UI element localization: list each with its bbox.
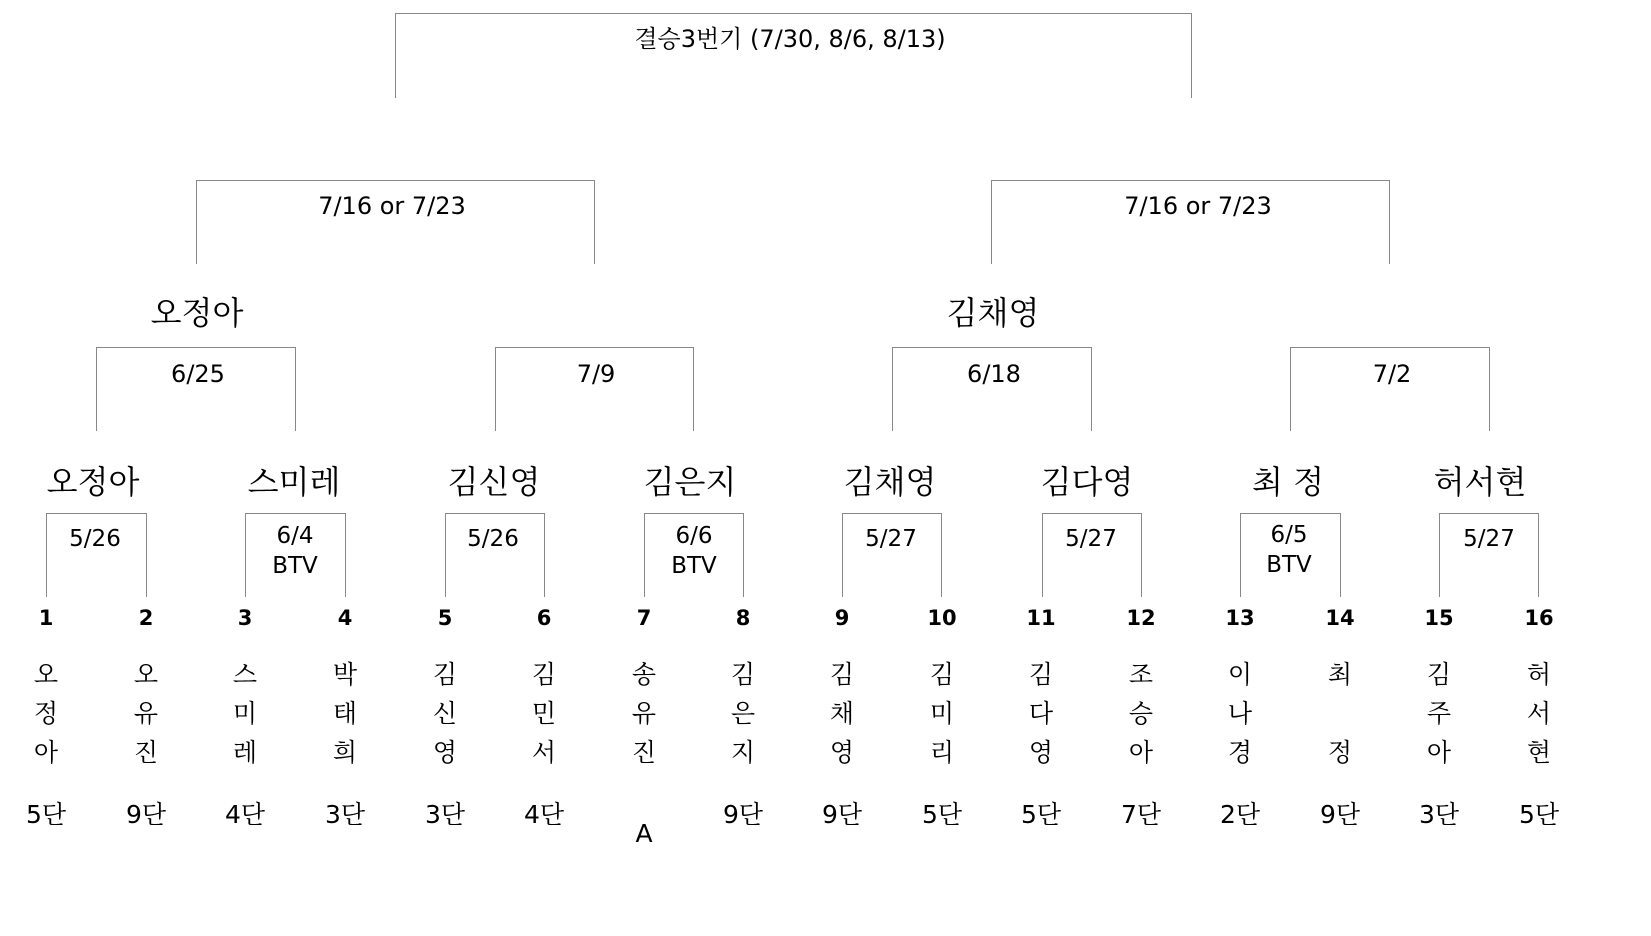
seed-number: 5: [437, 606, 453, 630]
player-rank: 9단: [1319, 800, 1361, 829]
seed-number: 12: [1126, 606, 1156, 630]
round16-date: 6/6 BTV: [671, 523, 717, 579]
semifinal-date: 7/16 or 7/23: [318, 192, 466, 220]
player-rank: 9단: [821, 800, 863, 829]
final-label: 결승3번기 (7/30, 8/6, 8/13): [634, 25, 946, 53]
player-rank: 5단: [25, 800, 67, 829]
quarterfinal-date: 7/2: [1372, 360, 1412, 388]
seed-number: 16: [1524, 606, 1554, 630]
player-rank: 5단: [1518, 800, 1560, 829]
player-rank: 7단: [1120, 800, 1162, 829]
quarterfinal-winner: 오정아: [150, 294, 244, 332]
player-rank: 3단: [324, 800, 366, 829]
seed-number: 3: [237, 606, 253, 630]
player-rank: 9단: [125, 800, 167, 829]
round16-date: 5/27: [865, 526, 917, 552]
player-rank: 4단: [224, 800, 266, 829]
player-rank: 9단: [722, 800, 764, 829]
seed-number: 7: [636, 606, 652, 630]
player-rank: 5단: [921, 800, 963, 829]
semifinal-date: 7/16 or 7/23: [1124, 192, 1272, 220]
seed-number: 2: [138, 606, 154, 630]
player-name: 김다영: [1028, 660, 1054, 767]
player-rank: 3단: [424, 800, 466, 829]
seed-number: 8: [735, 606, 751, 630]
round16-winner: 허서현: [1433, 463, 1527, 501]
player-name: 김미리: [929, 660, 955, 767]
seed-number: 15: [1424, 606, 1454, 630]
player-rank: 2단: [1219, 800, 1261, 829]
player-name: 최 정: [1327, 660, 1353, 767]
player-name: 오유진: [133, 660, 159, 767]
round16-date: 5/26: [69, 526, 121, 552]
seed-number: 11: [1026, 606, 1056, 630]
round16-winner: 최 정: [1252, 463, 1324, 501]
seed-number: 13: [1225, 606, 1255, 630]
round16-winner: 김은지: [643, 463, 737, 501]
round16-winner: 오정아: [46, 463, 140, 501]
player-name: 허서현: [1526, 660, 1552, 767]
player-name: 조승아: [1128, 660, 1154, 767]
round16-date: 6/4 BTV: [272, 523, 318, 579]
quarterfinal-date: 6/25: [171, 360, 225, 388]
seed-number: 14: [1325, 606, 1355, 630]
seed-number: 6: [536, 606, 552, 630]
player-rank: 5단: [1020, 800, 1062, 829]
quarterfinal-date: 6/18: [967, 360, 1021, 388]
round16-winner: 김다영: [1040, 463, 1134, 501]
player-rank: 4단: [523, 800, 565, 829]
player-name: 김주아: [1426, 660, 1452, 767]
seed-number: 4: [337, 606, 353, 630]
player-rank: A: [635, 819, 653, 848]
round16-date: 5/27: [1463, 526, 1515, 552]
seed-number: 1: [38, 606, 54, 630]
round16-date: 5/27: [1065, 526, 1117, 552]
player-name: 이나경: [1227, 660, 1253, 767]
round16-winner: 김신영: [447, 463, 541, 501]
round16-winner: 김채영: [843, 463, 937, 501]
quarterfinal-date: 7/9: [576, 360, 616, 388]
seed-number: 10: [927, 606, 957, 630]
seed-number: 9: [834, 606, 850, 630]
round16-winner: 스미레: [247, 463, 341, 501]
player-name: 박태희: [332, 660, 358, 767]
player-name: 오정아: [33, 660, 59, 767]
player-name: 김민서: [531, 660, 557, 767]
quarterfinal-winner: 김채영: [946, 294, 1040, 332]
player-rank: 3단: [1418, 800, 1460, 829]
round16-date: 5/26: [467, 526, 519, 552]
round16-date: 6/5 BTV: [1266, 522, 1312, 578]
player-name: 김은지: [730, 660, 756, 767]
player-name: 스미레: [232, 660, 258, 767]
player-name: 김채영: [829, 660, 855, 767]
player-name: 송유진: [631, 660, 657, 767]
player-name: 김신영: [432, 660, 458, 767]
